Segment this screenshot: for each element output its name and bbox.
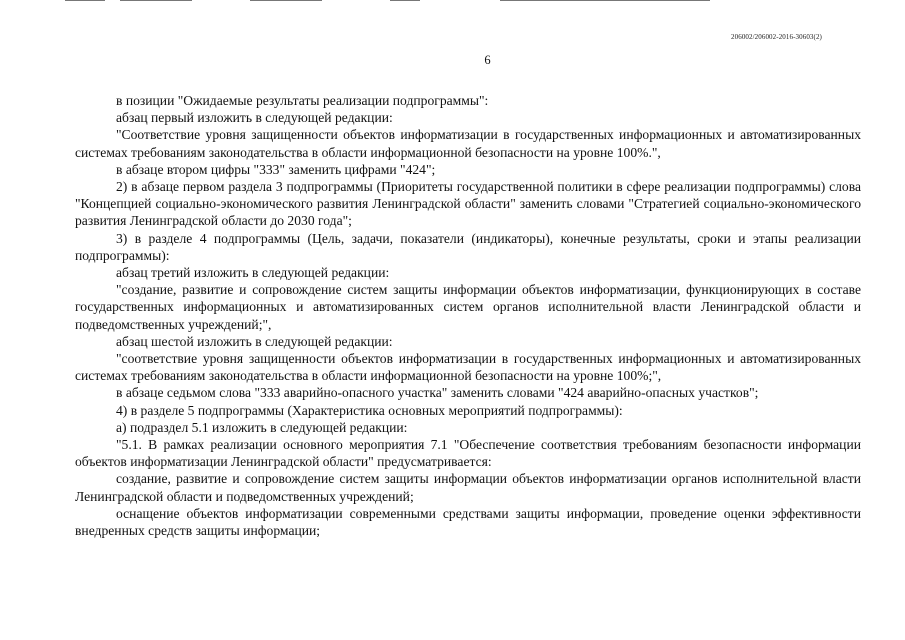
paragraph: "соответствие уровня защищенности объектов информатизации в государственных информационных и автоматизированных системах требованиям законодательства в области информационной безопасности на уровне 100%;",: [75, 351, 861, 384]
scan-edge-line: [120, 0, 192, 1]
document-body: [75, 92, 861, 539]
document-code: 206002/206002-2016-30603(2): [731, 33, 822, 41]
scan-edge-line: [500, 0, 710, 1]
page-number: 6: [484, 53, 491, 67]
paragraph: "создание, развитие и сопровождение систем защиты информации объектов информатизации, функционирующих в составе государственных информационных и автоматизированных систем органов исполнительной власти Ленинградской области и подведомственных учреждений;",: [75, 282, 861, 332]
paragraph: 3) в разделе 4 подпрограммы (Цель, задачи, показатели (индикаторы), конечные результаты, сроки и этапы реализации подпрограммы):: [75, 230, 861, 263]
paragraph: создание, развитие и сопровождение систем защиты информации объектов информатизации органов исполнительной власти Ленинградской области и подведомственных учреждений;: [75, 471, 861, 504]
paragraph: "Соответствие уровня защищенности объектов информатизации в государственных информационных и автоматизированных системах требованиям законодательства в области информационной безопасности на уровне 100%.",: [75, 127, 861, 160]
paragraph: в абзаце втором цифры "333" заменить цифрами "424";: [116, 161, 436, 177]
paragraph: абзац третий изложить в следующей редакции:: [116, 265, 390, 281]
paragraph: абзац шестой изложить в следующей редакции:: [116, 333, 393, 349]
paragraph: а) подраздел 5.1 изложить в следующей редакции:: [116, 419, 408, 435]
paragraph: в позиции "Ожидаемые результаты реализации подпрограммы":: [116, 93, 489, 108]
paragraph: "5.1. В рамках реализации основного мероприятия 7.1 "Обеспечение соответствия требованиям безопасности информации объектов информатизации Ленинградской области" предусматривается:: [75, 437, 861, 470]
paragraph: 4) в разделе 5 подпрограммы (Характеристика основных мероприятий подпрограммы):: [116, 402, 623, 418]
scan-edge-line: [65, 0, 105, 1]
paragraph: в абзаце седьмом слова "333 аварийно-опасного участка" заменить словами "424 аварийно-опасных участков";: [116, 385, 759, 401]
scan-edge-line: [250, 0, 322, 1]
paragraph: абзац первый изложить в следующей редакции:: [116, 110, 393, 126]
paragraph: 2) в абзаце первом раздела 3 подпрограммы (Приоритеты государственной политики в сфере реализации подпрограммы) слова "Концепцией социально-экономического развития Ленинградской области" заменить словами "Стратегией социально-экономического развития Ленинградской области до 2030 года";: [75, 179, 861, 229]
paragraph: оснащение объектов информатизации современными средствами защиты информации, проведение оценки эффективности внедренных средств защиты информации;: [75, 505, 861, 539]
scan-edge-line: [390, 0, 420, 1]
